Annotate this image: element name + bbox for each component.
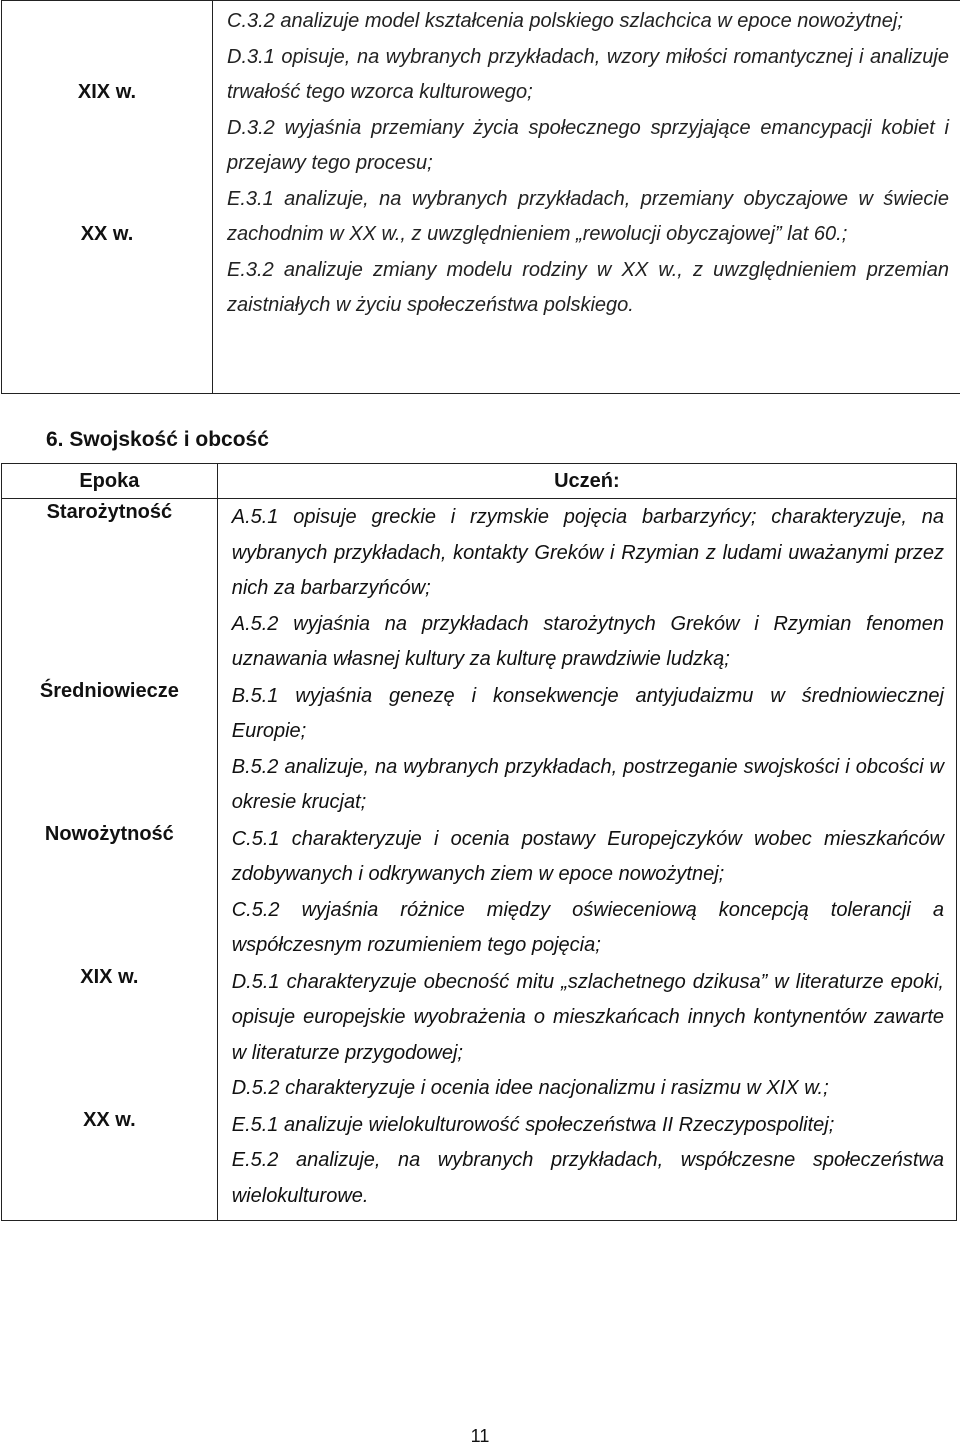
era-label: Starożytność — [2, 499, 218, 678]
header-epoka: Epoka — [2, 464, 218, 499]
requirement-item: C.5.1 charakteryzuje i ocenia postawy Europejczyków wobec mieszkańców zdobywanych i odkrywanych ziem w epoce nowożytnej; — [232, 822, 944, 893]
requirement-item: E.3.1 analizuje, na wybranych przykładach, przemiany obyczajowe w świecie zachodnim w XX w., z uwzględnieniem „rewolucji obyczajowej” lat 60.; — [227, 182, 949, 253]
requirement-item: D.5.2 charakteryzuje i ocenia idee nacjonalizmu i rasizmu w XIX w.; — [232, 1071, 944, 1107]
header-uczen: Uczeń: — [217, 464, 956, 499]
era-label-xix: XIX w. — [2, 81, 212, 104]
requirement-item: A.5.2 wyjaśnia na przykładach starożytnych Greków i Rzymian fenomen uznawania własnej kultury za kulturę prawdziwie ludzką; — [232, 607, 944, 678]
page-number: 11 — [0, 1426, 960, 1447]
requirement-item: B.5.1 wyjaśnia genezę i konsekwencje antyjudaizmu w średniowiecznej Europie; — [232, 679, 944, 750]
requirement-item: D.3.1 opisuje, na wybranych przykładach, wzory miłości romantycznej i analizuje trwałość tego wzorca kulturowego; — [227, 40, 949, 111]
requirement-item: E.5.2 analizuje, na wybranych przykładach, współczesne społeczeństwa wielokulturowe. — [232, 1143, 944, 1214]
requirement-item: C.3.2 analizuje model kształcenia polskiego szlachcica w epoce nowożytnej; — [227, 4, 949, 40]
era-column — [2, 1, 213, 394]
table-row — [2, 678, 957, 821]
table-row — [2, 499, 957, 678]
era-label-xx: XX w. — [2, 223, 212, 246]
table-row — [2, 821, 957, 964]
content-cell — [217, 1107, 956, 1221]
content-cell — [217, 964, 956, 1107]
requirement-item: E.5.1 analizuje wielokulturowość społeczeństwa II Rzeczypospolitej; — [232, 1108, 944, 1144]
content-cell — [217, 821, 956, 964]
section-title: 6. Swojskość i obcość — [46, 428, 269, 452]
requirement-item: D.5.1 charakteryzuje obecność mitu „szlachetnego dzikusa” w literaturze epoki, opisuje europejskie wyobrażenia o mieszkańcach innych kontynentów zawarte w literaturze przygodowej; — [232, 965, 944, 1072]
requirement-item: E.3.2 analizuje zmiany modelu rodziny w XX w., z uwzględnieniem przemian zaistniałych w życiu społeczeństwa polskiego. — [227, 253, 949, 324]
era-label: Średniowiecze — [2, 678, 218, 821]
content-cell — [217, 678, 956, 821]
era-table — [1, 463, 957, 1221]
era-label: XX w. — [2, 1107, 218, 1221]
era-label: XIX w. — [2, 964, 218, 1107]
requirement-item: C.5.2 wyjaśnia różnice między oświeceniową koncepcją tolerancji a współczesnym rozumieniem tego pojęcia; — [232, 893, 944, 964]
top-table — [1, 0, 960, 394]
era-label: Nowożytność — [2, 821, 218, 964]
table-row — [2, 1107, 957, 1221]
requirement-item: D.3.2 wyjaśnia przemiany życia społecznego sprzyjające emancypacji kobiet i przejawy tego procesu; — [227, 111, 949, 182]
content-cell — [213, 1, 960, 394]
requirement-item: B.5.2 analizuje, na wybranych przykładach, postrzeganie swojskości i obcości w okresie krucjat; — [232, 750, 944, 821]
content-cell — [217, 499, 956, 678]
table-row — [2, 964, 957, 1107]
requirement-item: A.5.1 opisuje greckie i rzymskie pojęcia barbarzyńcy; charakteryzuje, na wybranych przykładach, kontakty Greków i Rzymian z ludami uważanymi przez nich za barbarzyńców; — [232, 500, 944, 607]
